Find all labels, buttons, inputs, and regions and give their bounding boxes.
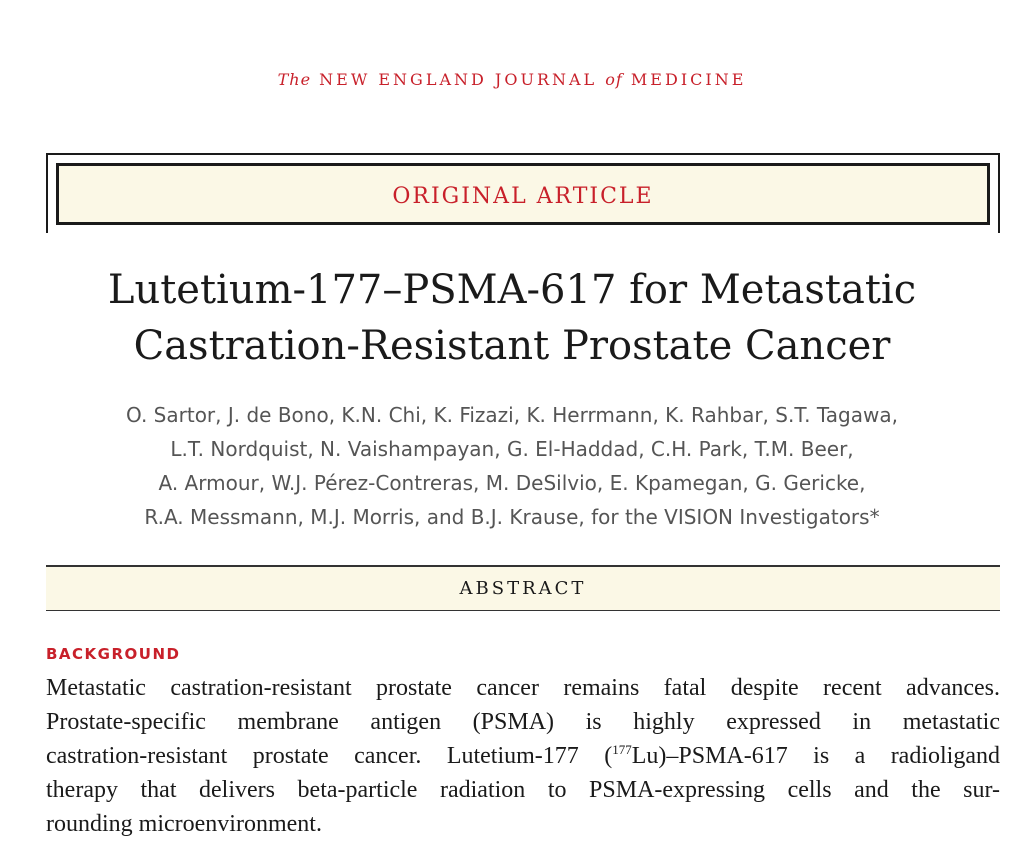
abstract-header-bar [46,565,1000,611]
journal-masthead [0,70,1024,89]
title-line: Castration-Resistant Prostate Cancer [133,323,891,369]
article-title [0,262,1024,374]
author-list [0,398,1024,534]
paragraph-line [46,739,1000,773]
paragraph-line: therapy that delivers beta-particle radiation to PSMA-expressing cells and the sur- [46,777,1000,803]
isotope-superscript: 177 [612,742,632,757]
paragraph-line: Prostate-specific membrane antigen (PSMA) is highly expressed in metastatic [46,709,1000,735]
abstract-label: ABSTRACT [459,578,587,599]
background-paragraph [46,671,1000,841]
article-type-label: ORIGINAL ARTICLE [392,183,654,209]
journal-name: NEW ENGLAND JOURNAL [319,70,598,89]
author-line: A. Armour, W.J. Pérez-Contreras, M. DeSilvio, E. Kpamegan, G. Gericke, [158,471,866,495]
text-fragment: castration-resistant prostate cancer. Lutetium-177 ( [46,743,613,769]
author-line: O. Sartor, J. de Bono, K.N. Chi, K. Fizazi, K. Herrmann, K. Rahbar, S.T. Tagawa, [126,403,898,427]
article-type-box [56,163,990,225]
journal-suffix: MEDICINE [630,70,747,89]
title-line: Lutetium-177–PSMA-617 for Metastatic [107,267,917,313]
paragraph-line: rounding microenvironment. [46,811,322,837]
section-heading-background: BACKGROUND [46,645,181,663]
author-line: L.T. Nordquist, N. Vaishampayan, G. El-Haddad, C.H. Park, T.M. Beer, [170,437,854,461]
paragraph-line: Metastatic castration-resistant prostate cancer remains fatal despite recent advances. [46,675,1000,701]
journal-prefix: The [277,70,312,89]
author-line: R.A. Messmann, M.J. Morris, and B.J. Krause, for the VISION Investigators* [144,505,880,529]
journal-of: of [605,70,623,89]
text-fragment: Lu)–PSMA-617 is a radioligand [631,743,1000,769]
